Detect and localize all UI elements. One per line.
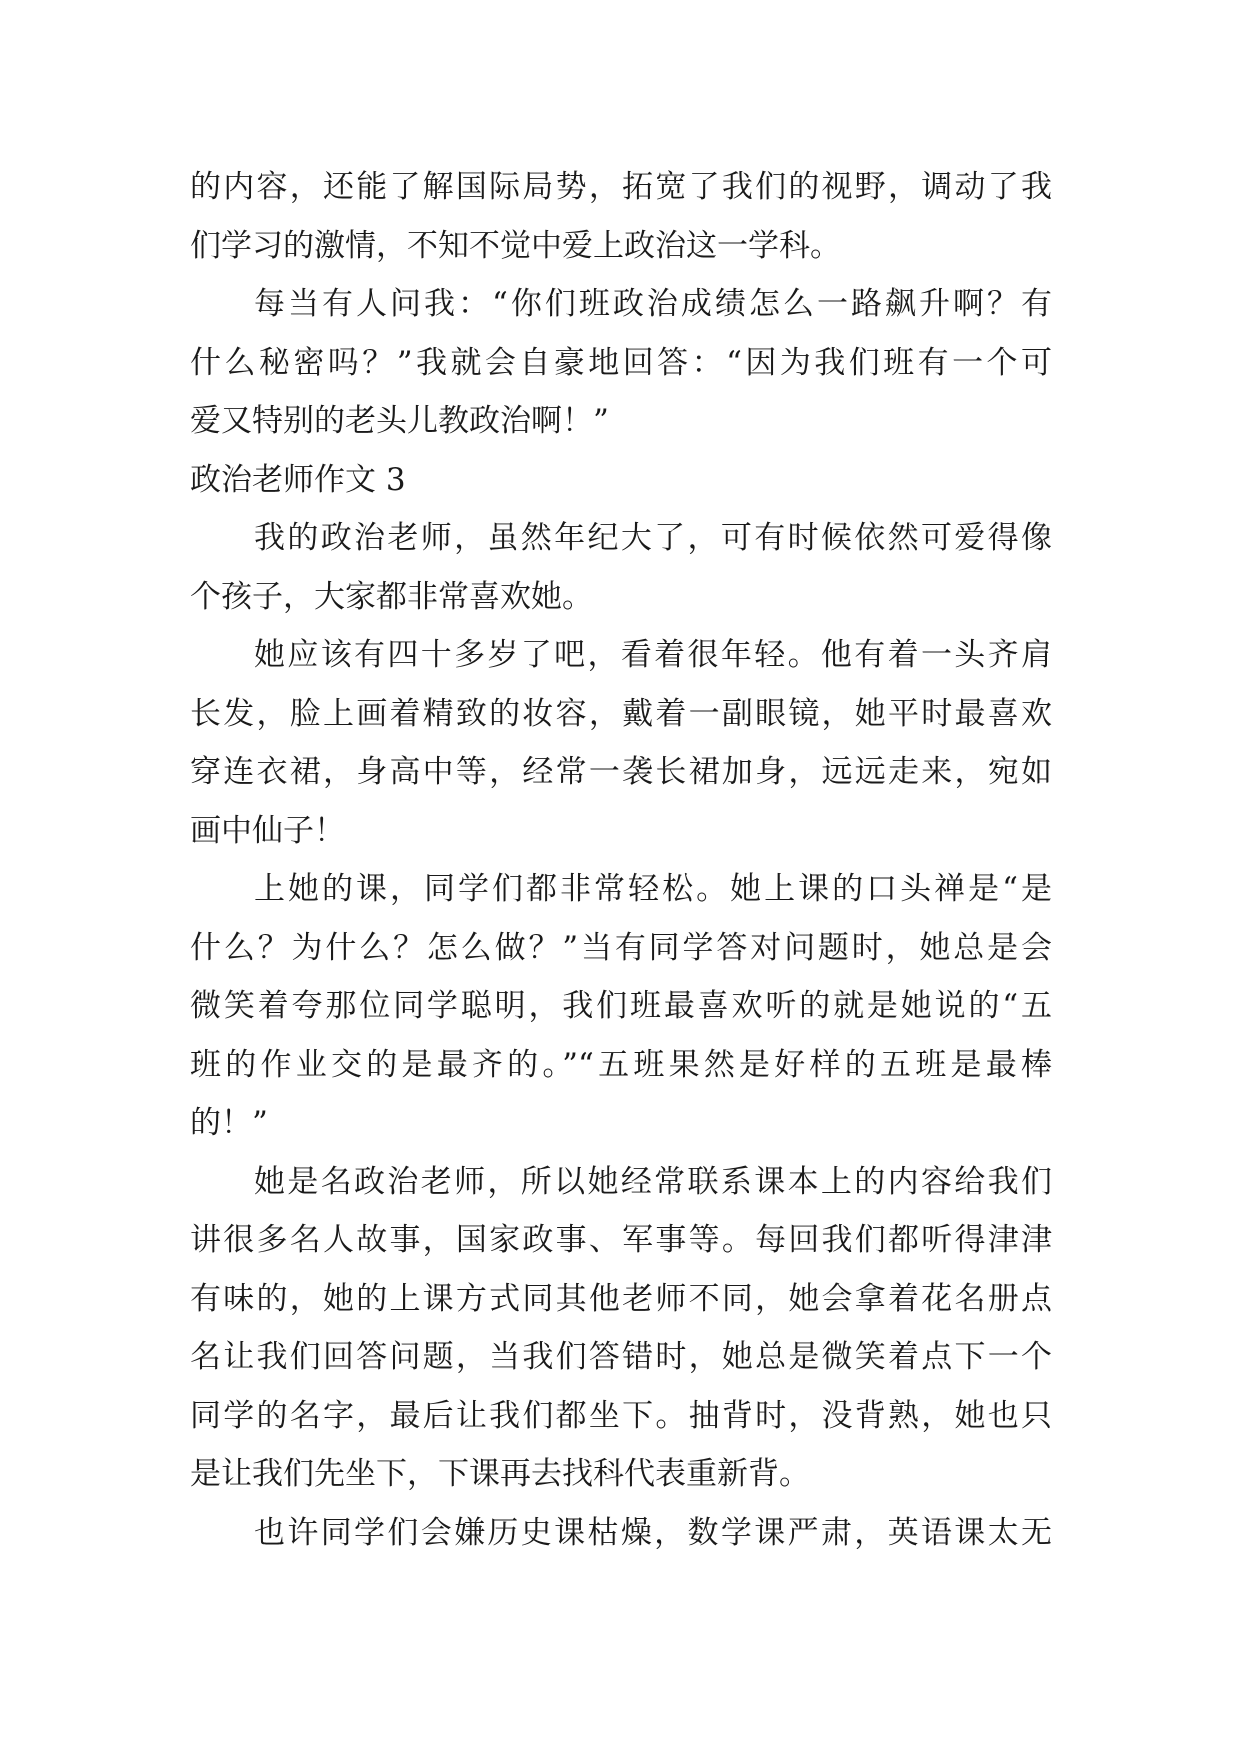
text-line: 画中仙子！	[190, 812, 345, 849]
paragraph	[190, 1153, 1052, 1504]
text-line: 什么秘密吗？”我就会自豪地回答：“因为我们班有一个可	[190, 344, 1052, 381]
text-line: 名让我们回答问题，当我们答错时，她总是微笑着点下一个	[190, 1339, 1052, 1375]
text-line: 上她的课，同学们都非常轻松。她上课的口头禅是“是	[254, 871, 1052, 907]
text-line: 讲很多名人故事，国家政事、军事等。每回我们都听得津津	[190, 1222, 1052, 1258]
text-line: 什么？为什么？怎么做？”当有同学答对问题时，她总是会	[190, 929, 1052, 966]
document-page	[190, 158, 1052, 1562]
text-line: 长发，脸上画着精致的妆容，戴着一副眼镜，她平时最喜欢	[190, 695, 1052, 732]
text-line: 爱又特别的老头儿教政治啊！”	[190, 403, 609, 439]
paragraph	[190, 509, 1052, 626]
text-line: 班的作业交的是最齐的。”“五班果然是好样的五班是最棒	[190, 1046, 1052, 1083]
text-line: 她应该有四十多岁了吧，看着很年轻。他有着一头齐肩	[254, 637, 1052, 673]
paragraph	[190, 860, 1052, 1153]
text-line: 有味的，她的上课方式同其他老师不同，她会拿着花名册点	[190, 1280, 1052, 1317]
text-line: 同学的名字，最后让我们都坐下。抽背时，没背熟，她也只	[190, 1397, 1052, 1434]
text-line: 个孩子，大家都非常喜欢她。	[190, 578, 593, 615]
paragraph	[190, 1504, 1052, 1563]
text-line: 也许同学们会嫌历史课枯燥，数学课严肃，英语课太无	[254, 1514, 1052, 1551]
paragraph	[190, 158, 1052, 275]
paragraph	[190, 626, 1052, 860]
paragraph	[190, 275, 1052, 451]
text-line: 每当有人问我：“你们班政治成绩怎么一路飙升啊？有	[254, 286, 1052, 322]
section-heading	[190, 451, 1052, 510]
text-line: 的！”	[190, 1105, 268, 1141]
text-line: 微笑着夸那位同学聪明，我们班最喜欢听的就是她说的“五	[190, 988, 1052, 1024]
text-line: 我的政治老师，虽然年纪大了，可有时候依然可爱得像	[254, 520, 1052, 556]
text-line: 们学习的激情，不知不觉中爱上政治这一学科。	[190, 227, 841, 264]
text-line: 穿连衣裙，身高中等，经常一袭长裙加身，远远走来，宛如	[190, 754, 1052, 790]
text-line: 是让我们先坐下，下课再去找科代表重新背。	[190, 1456, 810, 1492]
text-line: 的内容，还能了解国际局势，拓宽了我们的视野，调动了我	[190, 169, 1052, 205]
heading-text: 政治老师作文 3	[190, 461, 406, 498]
text-line: 她是名政治老师，所以她经常联系课本上的内容给我们	[254, 1163, 1052, 1200]
